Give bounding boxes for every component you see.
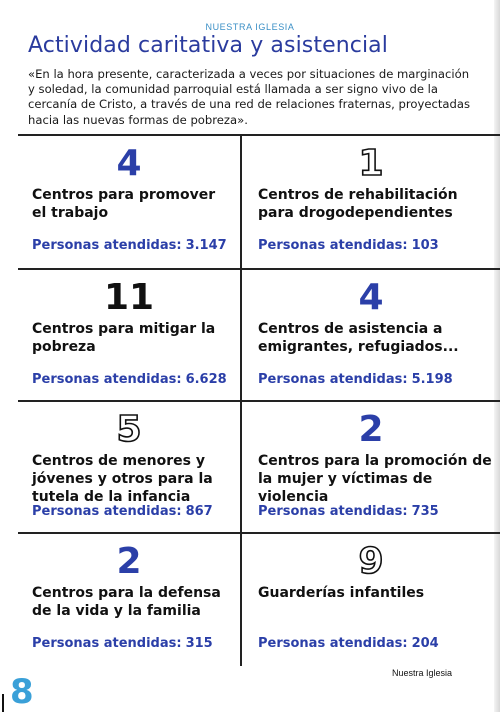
stat-title: Centros para la defensa de la vida y la familia — [32, 585, 221, 619]
persons-value: 867 — [185, 504, 213, 519]
stat-persons — [32, 504, 213, 519]
stat-number: 4 — [358, 277, 384, 318]
stat-cell-mujer — [242, 402, 500, 535]
stat-persons — [32, 372, 227, 387]
stat-title: Centros para mitigar la pobreza — [32, 321, 216, 355]
stat-cell-pobreza — [18, 270, 240, 403]
stat-title: Guarderías infantiles — [258, 585, 425, 601]
persons-label: Personas atendidas: — [258, 504, 408, 519]
persons-value: 735 — [411, 504, 439, 519]
section-tag: NUESTRA IGLESIA — [205, 22, 295, 32]
persons-label: Personas atendidas: — [32, 504, 182, 519]
stat-persons — [258, 372, 453, 387]
stat-title: Centros de rehabilitación para drogodependientes — [258, 187, 458, 221]
persons-value: 103 — [411, 238, 439, 253]
stat-cell-guarderias — [242, 534, 500, 667]
persons-label: Personas atendidas: — [32, 238, 182, 253]
stat-cell-trabajo — [18, 136, 240, 269]
stat-persons — [32, 238, 227, 253]
stat-persons — [32, 636, 213, 651]
persons-value: 5.198 — [411, 372, 453, 387]
footer-brand: Nuestra Iglesia — [391, 668, 452, 678]
persons-label: Personas atendidas: — [258, 636, 408, 651]
stat-cell-drogodependientes — [242, 136, 500, 269]
persons-label: Personas atendidas: — [32, 636, 182, 651]
stat-number: 4 — [116, 143, 142, 184]
stat-title: Centros de menores y jóvenes y otros para la tutela de la infancia — [32, 453, 213, 505]
crop-mark — [2, 694, 4, 712]
persons-label: Personas atendidas: — [258, 238, 408, 253]
stat-title: Centros de asistencia a emigrantes, refugiados... — [258, 321, 459, 355]
stat-number: 9 — [358, 541, 384, 582]
persons-value: 6.628 — [185, 372, 227, 387]
stats-grid — [18, 134, 500, 664]
stat-number: 2 — [116, 541, 142, 582]
stat-persons — [258, 504, 439, 519]
stat-number: 5 — [116, 409, 142, 450]
stat-number: 2 — [358, 409, 384, 450]
stat-number: 1 — [358, 143, 384, 184]
stat-number: 11 — [103, 277, 155, 318]
persons-value: 204 — [411, 636, 439, 651]
page-title: Actividad caritativa y asistencial — [28, 33, 388, 58]
intro-quote: «En la hora presente, caracterizada a veces por situaciones de marginación y soledad, la comunidad parroquial está llamada a ser signo vivo de la cercanía de Cristo, a través de una red de relaciones fraternas, proyectadas hacia las nuevas formas de pobreza». — [28, 67, 471, 127]
page-number: 8 — [10, 672, 34, 712]
persons-value: 315 — [185, 636, 213, 651]
stat-persons — [258, 636, 439, 651]
stat-persons — [258, 238, 439, 253]
persons-value: 3.147 — [185, 238, 227, 253]
stat-cell-vida-familia — [18, 534, 240, 667]
stat-cell-menores — [18, 402, 240, 535]
stat-title: Centros para promover el trabajo — [32, 187, 216, 221]
stat-cell-emigrantes — [242, 270, 500, 403]
stat-title: Centros para la promoción de la mujer y víctimas de violencia — [258, 453, 492, 505]
persons-label: Personas atendidas: — [32, 372, 182, 387]
persons-label: Personas atendidas: — [258, 372, 408, 387]
